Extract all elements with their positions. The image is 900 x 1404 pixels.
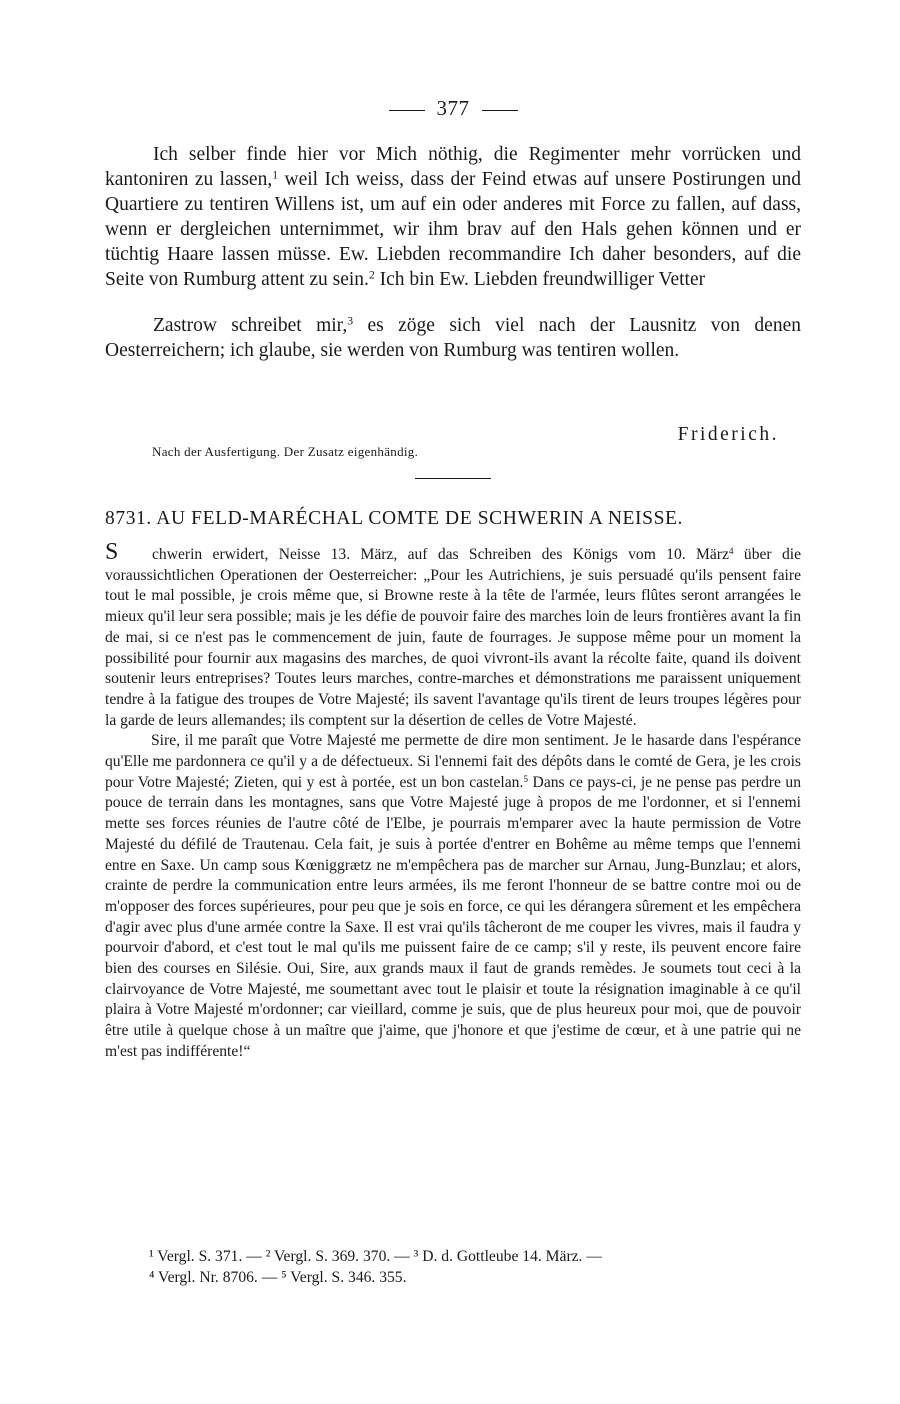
footnotes [105, 1247, 801, 1288]
body-text-part: Dans ce pays-ci, je ne pense pas perdre un pouce de terrain dans les montagnes, sans que Votre Majesté juge à propos de me l'ordonner, et si l'ennemi mette ses forces réunies de l'autre côté de l'Elbe, je pourrais m'emparer avec la haute permission de Votre Majesté du défilé de Trautenau. Cela fait, je suis à portée d'entrer en Bohême au même temps que l'ennemi entre en Saxe. Un camp sous Kœniggrætz ne m'empêchera pas de marcher sur Arnau, Jung-Bunzlau; et alors, crainte de perdre la communication entre leurs armées, ils me feront l'honneur de se battre contre moi ou de m'opposer des forces supérieures, pour peu que je sois en force, ce qui les dérangera sûrement et les empêchera d'agir avec plus d'une armée contre la Saxe. Il est vrai qu'ils tâcheront de me couper les vivres, mais il faudra y pourvoir d'abord, et c'est tout le mal qu'ils me puissent faire de ce camp; s'il y reste, ils peuvent encore faire bien des courses en Silésie. Oui, Sire, aux grands maux il faut de grands remèdes. Je soumets tout ceci à la clairvoyance de Votre Majesté, me soumettant avec tout le plaisir et toute la résignation imaginable à ce qu'il plaira à Votre Majesté m'ordonner; car vieillard, comme je suis, que de plus heureux pour moi, que de pouvoir être utile à quelque chose à un maître que j'aime, que j'honore et que j'estime de cœur, et à une patrie qui ne m'est pas indifférente!“ [105, 773, 801, 1060]
section-title: AU FELD-MARÉCHAL COMTE DE SCHWERIN A NEISSE. [156, 508, 684, 529]
letter-text-part: weil Ich weiss, dass der Feind etwas auf unsere Postirungen und Quartiere zu tentiren Willens ist, um auf ein oder anderes mit Force zu fallen, auf dass, wenn er dergleichen unternimmet, wir ihm brav auf den Hals gehen können und er tüchtig Haare lassen müsse. Ew. Liebden recommandire Ich daher besonders, auf die Seite von Rumburg attent zu sein. [105, 169, 802, 290]
section-number: 8731. [105, 508, 152, 529]
drop-cap: S [105, 539, 119, 565]
section-divider [415, 478, 491, 479]
postscript-paragraph [105, 313, 801, 363]
body-paragraph [105, 540, 801, 731]
footnote-ref: 4 [728, 546, 734, 557]
letter-paragraph [105, 142, 801, 292]
section-heading [105, 508, 801, 530]
page-header [105, 96, 801, 121]
body-paragraph [105, 731, 801, 1062]
footnote-line: ⁴ Vergl. Nr. 8706. — ⁵ Vergl. S. 346. 355. [149, 1268, 407, 1286]
footnote-line: ¹ Vergl. S. 371. — ² Vergl. S. 369. 370. — ³ D. d. Gottleube 14. März. — [149, 1248, 602, 1265]
postscript-text-part: es zöge sich viel nach der Lausnitz von denen Oesterreichern; ich glaube, sie werden von Rumburg was tentiren wollen. [105, 315, 801, 361]
postscript-text-part: Zastrow schreibet mir, [153, 315, 348, 336]
footnote-ref: 5 [523, 774, 529, 785]
letter-text-part: Ich selber finde hier vor Mich nöthig, die Regimenter mehr vorrücken und kantoniren zu lassen, [105, 144, 801, 190]
letter-text-part: Ich bin Ew. Liebden freundwilliger Vetter [374, 269, 706, 290]
header-dash-left [389, 110, 425, 111]
body-text-part: chwerin erwidert, Neisse 13. März, auf das Schreiben des Königs vom 10. März [152, 546, 729, 563]
section-body [105, 540, 801, 1063]
footnote-ref: 3 [347, 314, 354, 328]
page-number: 377 [436, 96, 470, 120]
letter-text [105, 142, 801, 363]
source-note: Nach der Ausfertigung. Der Zusatz eigenhändig. [152, 444, 419, 459]
footnote-ref: 1 [272, 168, 279, 182]
footnote-ref: 2 [368, 268, 375, 282]
signature: Friderich. [677, 424, 779, 445]
body-text-part: über die voraussichtlichen Operationen der Oesterreicher: „Pour les Autrichiens, je suis persuadé qu'ils pensent faire tout le mal possible, je crois même que, si Browne reste à la tête de l'armée, leurs flûtes seront arrangées le mieux qu'il leur sera possible; mais je les défie de pouvoir faire des marches loin de leurs frontières avant la fin de mai, si ce n'est pas le commencement de juin, faute de fourrages. Je suppose même pour un moment la possibilité pour fournir aux magasins des marches, de quoi vivront-ils avant la récolte faite, quand ils doivent soutenir leurs entreprises? Toutes leurs marches, contre-marches et démonstrations me paraissent uniquement tendre à la fatigue des troupes de Votre Majesté; ils savent l'avantage qu'ils tirent de leurs troupes légères pour la garde de leurs allemandes; ils comptent sur la désertion de celles de Votre Majesté. [105, 546, 801, 729]
body-text-part: Sire, il me paraît que Votre Majesté me permette de dire mon sentiment. Je le hasarde dans l'espérance qu'Elle me pardonnera ce qu'il y a de défectueux. Si l'ennemi fait des dépôts dans le comté de Gera, je les crois pour Votre Majesté; Zieten, qui y est à portée, est un bon castelan. [105, 732, 801, 791]
header-dash-right [482, 110, 518, 111]
